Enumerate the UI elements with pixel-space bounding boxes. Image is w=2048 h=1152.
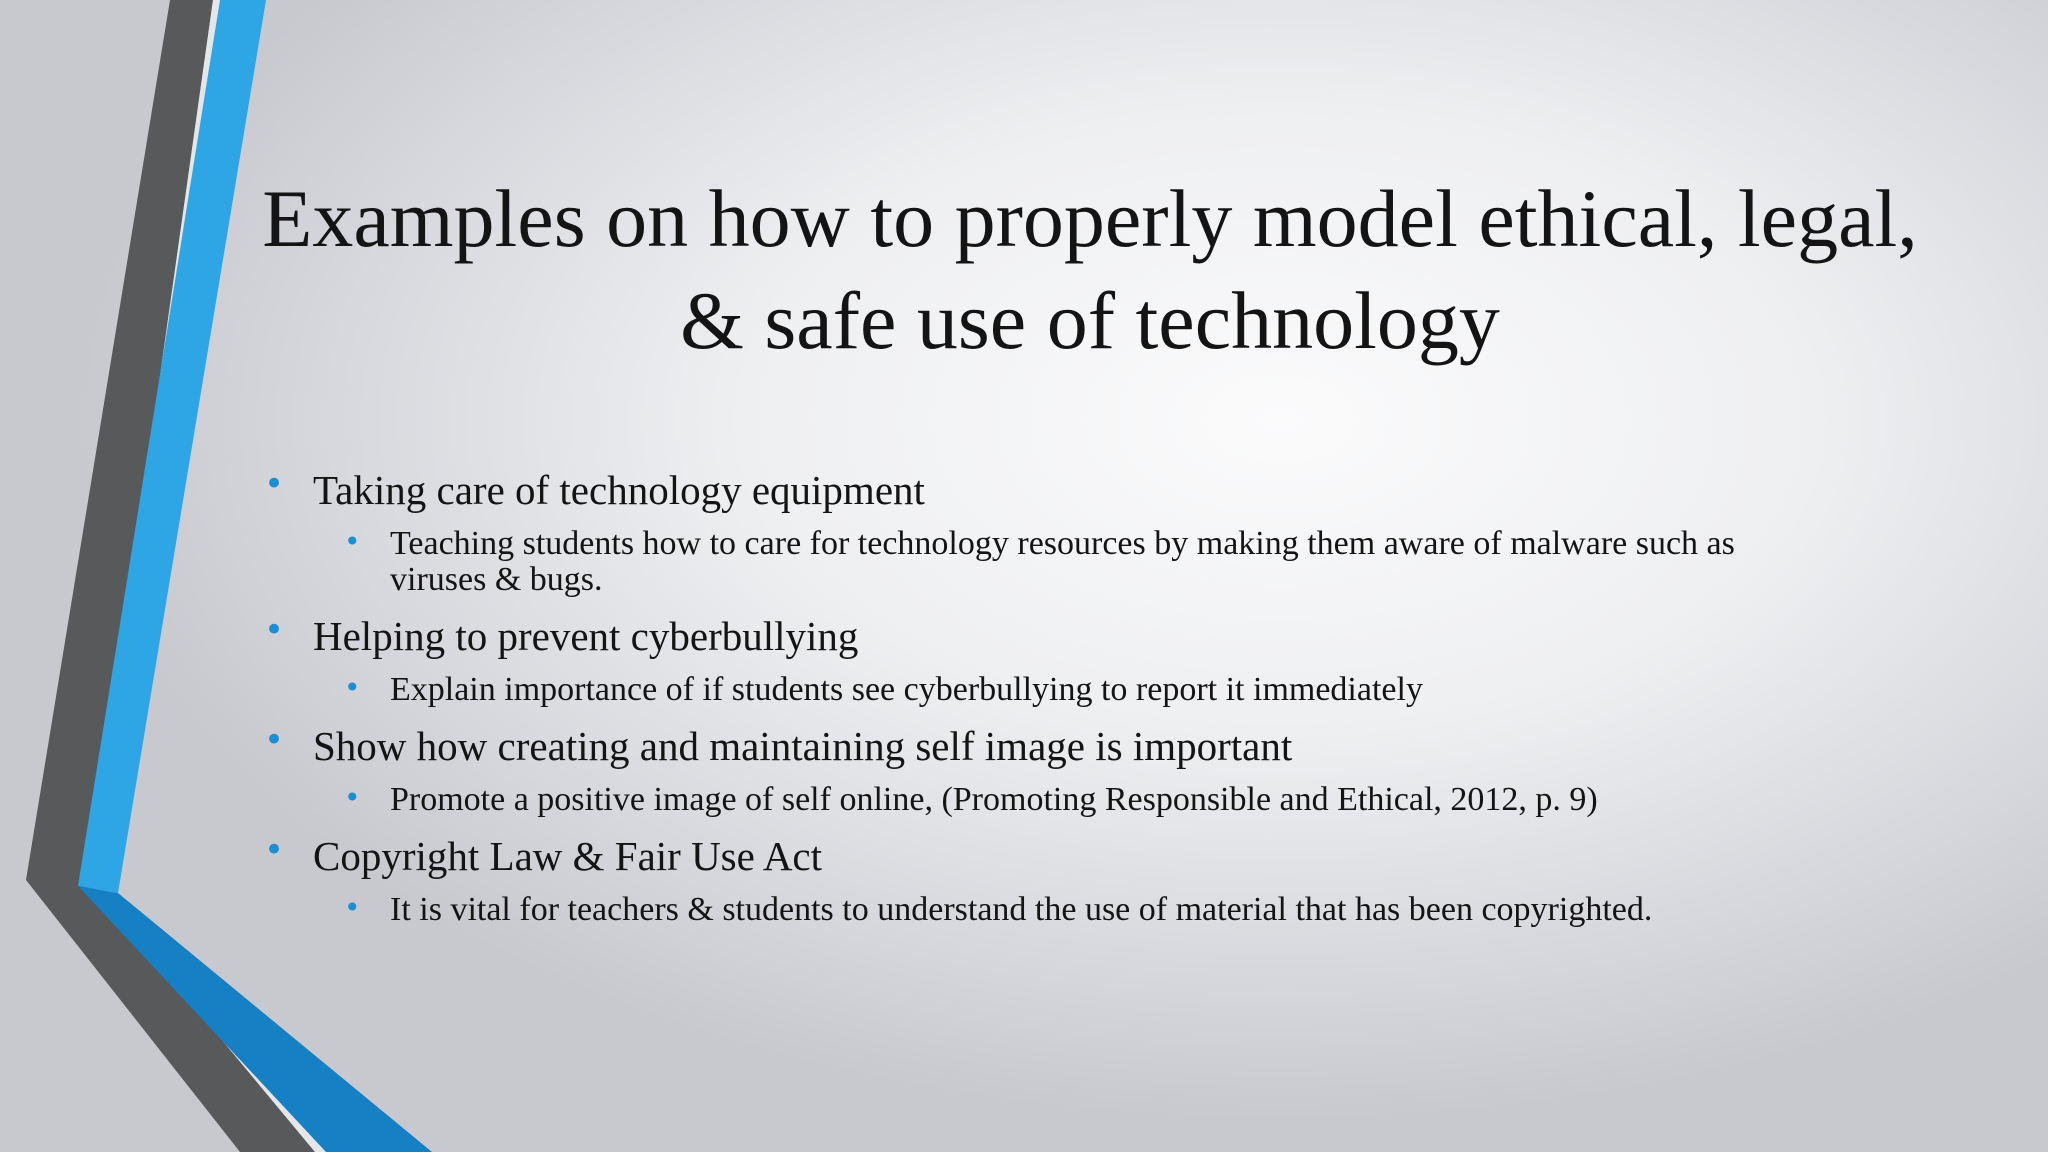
- bullet-text: Show how creating and maintaining self image is important: [313, 723, 1293, 769]
- bullet-text: Helping to prevent cyberbullying: [313, 613, 859, 659]
- sub-bullet-text: Promote a positive image of self online, (Promoting Responsible and Ethical, 2012, p. 9): [390, 781, 1598, 818]
- bullet-dot-icon: •: [264, 610, 285, 650]
- sub-bullet-dot-icon: •: [344, 891, 361, 924]
- bullet-text: Taking care of technology equipment: [313, 467, 925, 513]
- bullet-item: [264, 718, 1864, 774]
- sub-bullet-item: [264, 672, 1864, 708]
- sub-bullet-text: Explain importance of if students see cyberbullying to report it immediately: [390, 671, 1423, 708]
- bullet-dot-icon: •: [264, 830, 285, 870]
- bullet-list: [264, 452, 1864, 938]
- bullet-dot-icon: •: [264, 720, 285, 760]
- sub-bullet-dot-icon: •: [344, 781, 361, 814]
- bullet-item: [264, 828, 1864, 884]
- bullet-dot-icon: •: [264, 464, 285, 504]
- bullet-item: [264, 608, 1864, 664]
- bullet-text: Copyright Law & Fair Use Act: [313, 833, 823, 879]
- bullet-item: [264, 462, 1864, 518]
- sub-bullet-dot-icon: •: [344, 525, 361, 558]
- sub-bullet-text: It is vital for teachers & students to understand the use of material that has been copyrighted.: [390, 891, 1653, 928]
- sub-bullet-text: Teaching students how to care for technology resources by making them aware of malware such as viruses & bugs.: [390, 525, 1735, 598]
- sub-bullet-dot-icon: •: [344, 671, 361, 704]
- slide-title: Examples on how to properly model ethical, legal, & safe use of technology: [262, 173, 1918, 366]
- sub-bullet-item: [264, 892, 1864, 928]
- sub-bullet-item: [264, 526, 1864, 598]
- sub-bullet-item: [264, 782, 1864, 818]
